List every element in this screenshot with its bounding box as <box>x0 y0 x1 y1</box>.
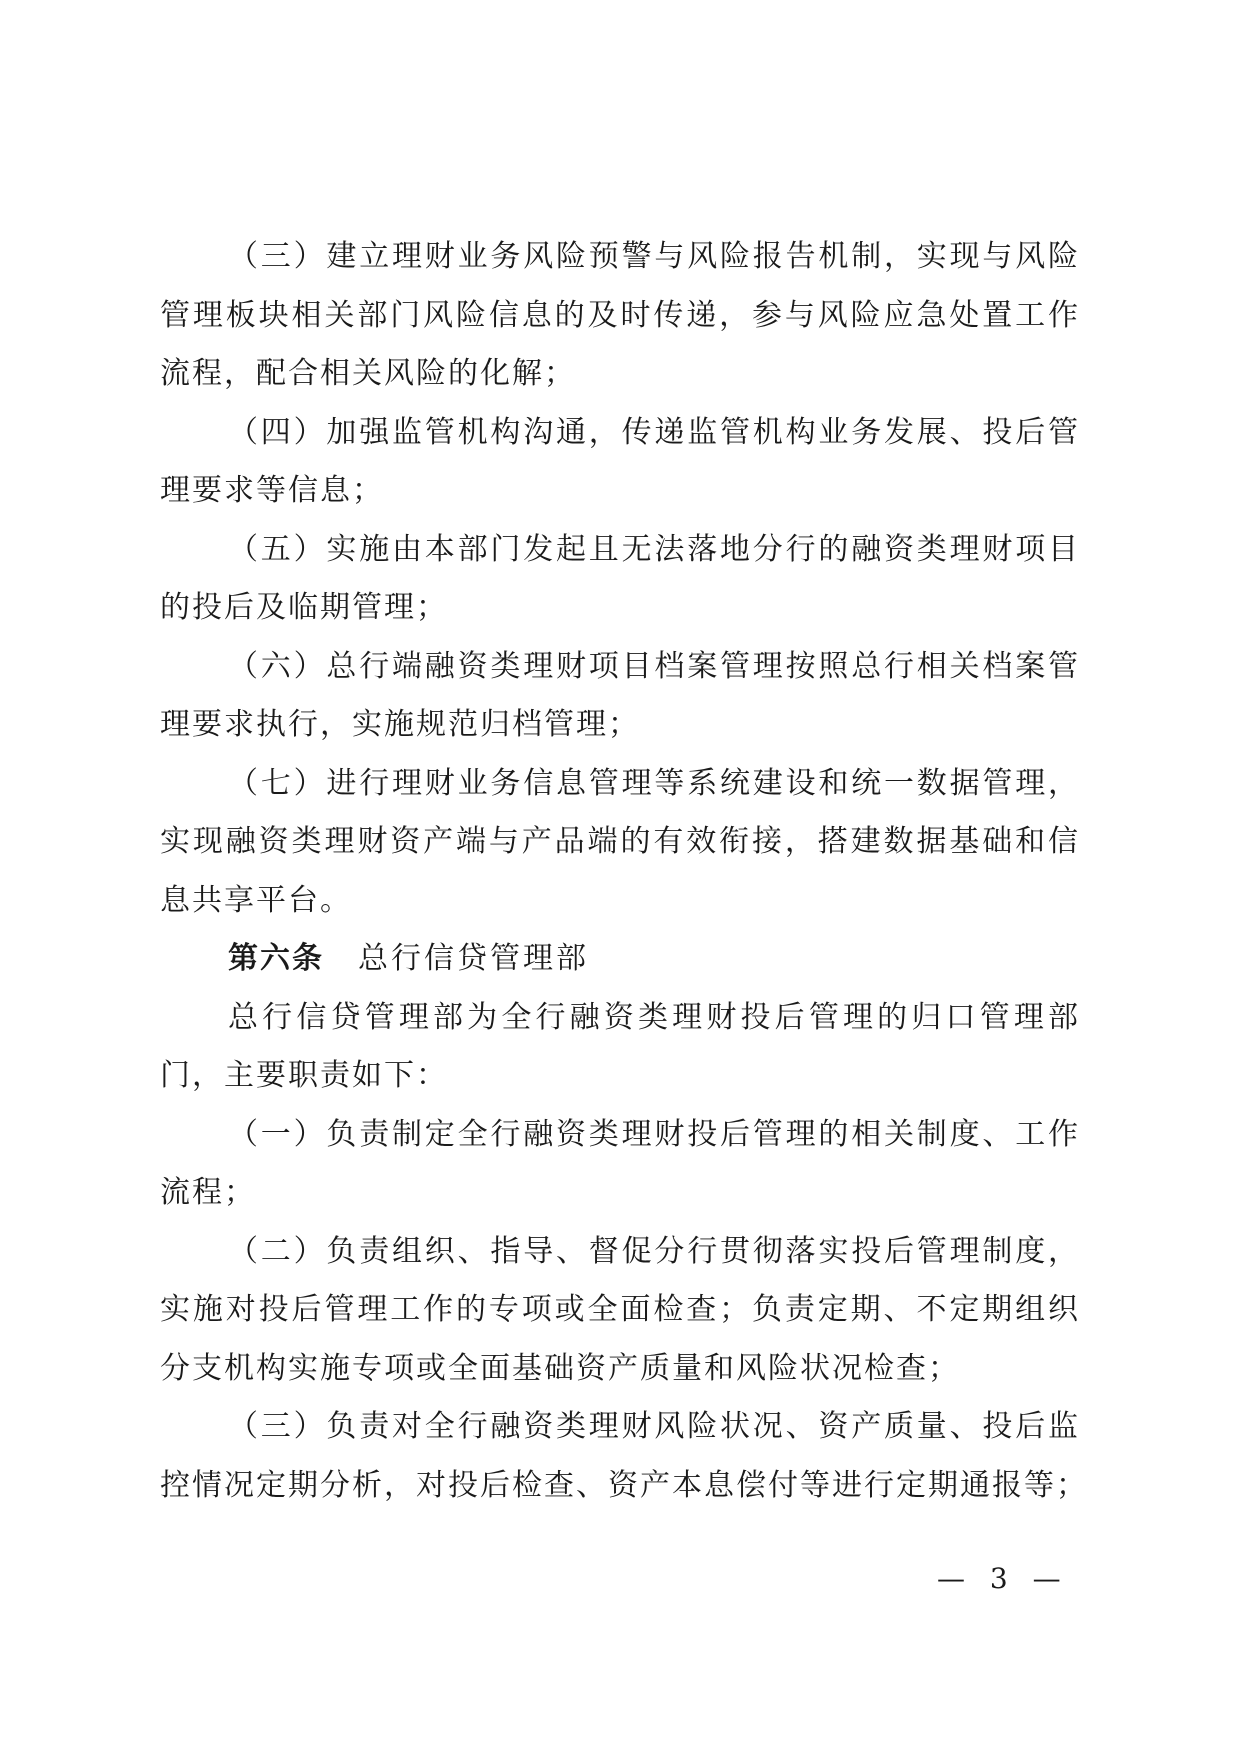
text-line: 总行信贷管理部为全行融资类理财投后管理的归口管理部 <box>228 999 1080 1035</box>
document-body <box>160 228 1088 1515</box>
paragraphs-after-article <box>160 989 1088 1516</box>
text-line: 流程，配合相关风险的化解； <box>160 356 576 391</box>
text-line: （五）实施由本部门发起且无法落地分行的融资类理财项目 <box>228 531 1080 567</box>
text-line: 控情况定期分析，对投后检查、资产本息偿付等进行定期通报等； <box>160 1467 1088 1503</box>
paragraphs-before-article <box>160 228 1080 930</box>
article-number: 第六条 <box>228 941 324 976</box>
text-line: （七）进行理财业务信息管理等系统建设和统一数据管理， <box>228 765 1080 801</box>
text-line: （四）加强监管机构沟通，传递监管机构业务发展、投后管 <box>228 414 1080 450</box>
text-line: 管理板块相关部门风险信息的及时传递，参与风险应急处置工作 <box>160 297 1080 333</box>
page-number: — 3 — <box>937 1562 1069 1595</box>
article-heading-line <box>160 930 1080 989</box>
text-line: 理要求等信息； <box>160 473 384 508</box>
text-line: （一）负责制定全行融资类理财投后管理的相关制度、工作 <box>228 1116 1080 1152</box>
text-line: 息共享平台。 <box>160 882 352 918</box>
text-line: 分支机构实施专项或全面基础资产质量和风险状况检查； <box>160 1350 960 1386</box>
text-line: 流程； <box>160 1175 256 1210</box>
text-line: （六）总行端融资类理财项目档案管理按照总行相关档案管 <box>228 648 1080 684</box>
article-title: 总行信贷管理部 <box>358 941 589 976</box>
text-line: 的投后及临期管理； <box>160 590 448 625</box>
text-line: 理要求执行，实施规范归档管理； <box>160 707 640 742</box>
text-line: 实现融资类理财资产端与产品端的有效衔接，搭建数据基础和信 <box>160 824 1080 859</box>
text-line: 门，主要职责如下： <box>160 1058 448 1093</box>
text-line: （三）负责对全行融资类理财风险状况、资产质量、投后监 <box>228 1409 1080 1444</box>
text-line: （二）负责组织、指导、督促分行贯彻落实投后管理制度， <box>228 1233 1080 1269</box>
text-line: 实施对投后管理工作的专项或全面检查；负责定期、不定期组织 <box>160 1292 1080 1327</box>
text-line: （三）建立理财业务风险预警与风险报告机制，实现与风险 <box>228 239 1080 274</box>
